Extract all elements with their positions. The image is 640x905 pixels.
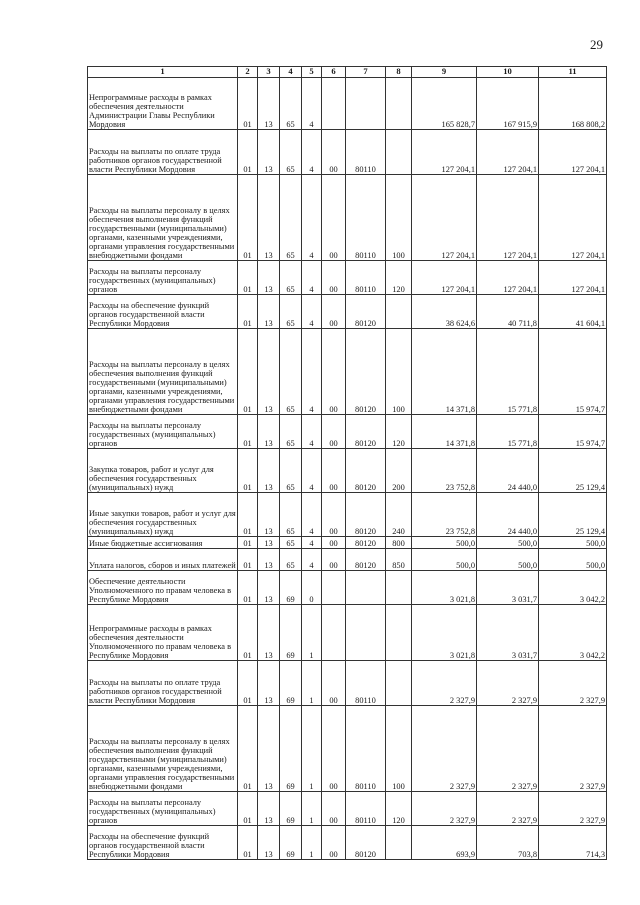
cell-col-8: 120 — [386, 415, 412, 449]
cell-col-4: 65 — [280, 549, 302, 571]
table-row — [88, 605, 607, 661]
cell-col-4: 65 — [280, 537, 302, 549]
cell-col-10: 127 204,1 — [477, 130, 539, 175]
column-header-9: 9 — [412, 67, 477, 78]
cell-col-2: 01 — [238, 175, 258, 261]
cell-col-11: 3 042,2 — [539, 605, 607, 661]
cell-col-2: 01 — [238, 792, 258, 826]
cell-col-8: 200 — [386, 449, 412, 493]
cell-col-7 — [346, 571, 386, 605]
cell-col-2: 01 — [238, 130, 258, 175]
cell-col-3: 13 — [258, 329, 280, 415]
cell-col-4: 69 — [280, 571, 302, 605]
cell-col-7: 80120 — [346, 537, 386, 549]
cell-col-4: 65 — [280, 78, 302, 130]
cell-col-11: 127 204,1 — [539, 261, 607, 295]
cell-col-7: 80110 — [346, 130, 386, 175]
cell-col-5: 4 — [302, 329, 322, 415]
cell-col-9: 127 204,1 — [412, 261, 477, 295]
cell-col-10: 15 771,8 — [477, 329, 539, 415]
table-row — [88, 415, 607, 449]
expense-name-cell: Расходы на выплаты по оплате труда работников органов государственной власти Республики Мордовия — [88, 661, 238, 706]
cell-col-11: 25 129,4 — [539, 449, 607, 493]
cell-col-5: 0 — [302, 571, 322, 605]
table-row — [88, 661, 607, 706]
expense-name-cell: Иные закупки товаров, работ и услуг для обеспечения государственных (муниципальных) нужд — [88, 493, 238, 537]
cell-col-6 — [322, 571, 346, 605]
cell-col-9: 127 204,1 — [412, 175, 477, 261]
cell-col-6 — [322, 605, 346, 661]
cell-col-3: 13 — [258, 261, 280, 295]
cell-col-5: 4 — [302, 415, 322, 449]
table-row — [88, 261, 607, 295]
cell-col-2: 01 — [238, 571, 258, 605]
cell-col-9: 2 327,9 — [412, 661, 477, 706]
cell-col-9: 127 204,1 — [412, 130, 477, 175]
cell-col-11: 15 974,7 — [539, 415, 607, 449]
cell-col-5: 4 — [302, 493, 322, 537]
cell-col-6: 00 — [322, 706, 346, 792]
cell-col-8: 100 — [386, 329, 412, 415]
page-number: 29 — [590, 37, 603, 52]
cell-col-6: 00 — [322, 549, 346, 571]
cell-col-3: 13 — [258, 449, 280, 493]
cell-col-11: 15 974,7 — [539, 329, 607, 415]
cell-col-8 — [386, 826, 412, 860]
table-row — [88, 706, 607, 792]
cell-col-5: 1 — [302, 605, 322, 661]
cell-col-5: 4 — [302, 261, 322, 295]
cell-col-11: 168 808,2 — [539, 78, 607, 130]
column-header-7: 7 — [346, 67, 386, 78]
expense-name-cell: Уплата налогов, сборов и иных платежей — [88, 549, 238, 571]
cell-col-9: 38 624,6 — [412, 295, 477, 329]
cell-col-3: 13 — [258, 549, 280, 571]
cell-col-7: 80120 — [346, 826, 386, 860]
cell-col-4: 65 — [280, 261, 302, 295]
cell-col-4: 69 — [280, 826, 302, 860]
cell-col-5: 4 — [302, 449, 322, 493]
cell-col-3: 13 — [258, 175, 280, 261]
cell-col-2: 01 — [238, 415, 258, 449]
column-header-4: 4 — [280, 67, 302, 78]
cell-col-3: 13 — [258, 493, 280, 537]
expense-name-cell: Расходы на обеспечение функций органов государственной власти Республики Мордовия — [88, 826, 238, 860]
budget-table — [87, 66, 607, 860]
cell-col-6: 00 — [322, 792, 346, 826]
cell-col-11: 2 327,9 — [539, 792, 607, 826]
cell-col-7: 80110 — [346, 792, 386, 826]
cell-col-7 — [346, 78, 386, 130]
expense-name-cell: Непрограммные расходы в рамках обеспечения деятельности Администрации Главы Республики Мордовия — [88, 78, 238, 130]
cell-col-7: 80120 — [346, 493, 386, 537]
cell-col-9: 14 371,8 — [412, 415, 477, 449]
table-row — [88, 329, 607, 415]
expense-name-cell: Иные бюджетные ассигнования — [88, 537, 238, 549]
cell-col-5: 4 — [302, 537, 322, 549]
cell-col-7: 80110 — [346, 175, 386, 261]
cell-col-4: 65 — [280, 295, 302, 329]
cell-col-7: 80110 — [346, 706, 386, 792]
cell-col-10: 3 031,7 — [477, 571, 539, 605]
cell-col-11: 2 327,9 — [539, 661, 607, 706]
cell-col-8 — [386, 295, 412, 329]
cell-col-3: 13 — [258, 605, 280, 661]
cell-col-6: 00 — [322, 175, 346, 261]
expense-name-cell: Непрограммные расходы в рамках обеспечения деятельности Уполномоченного по правам человека в Республике Мордовия — [88, 605, 238, 661]
cell-col-10: 2 327,9 — [477, 792, 539, 826]
cell-col-2: 01 — [238, 329, 258, 415]
cell-col-5: 1 — [302, 661, 322, 706]
cell-col-4: 65 — [280, 175, 302, 261]
cell-col-4: 65 — [280, 415, 302, 449]
cell-col-5: 4 — [302, 175, 322, 261]
cell-col-6: 00 — [322, 537, 346, 549]
cell-col-3: 13 — [258, 571, 280, 605]
cell-col-9: 165 828,7 — [412, 78, 477, 130]
cell-col-11: 41 604,1 — [539, 295, 607, 329]
cell-col-8 — [386, 130, 412, 175]
cell-col-11: 2 327,9 — [539, 706, 607, 792]
cell-col-2: 01 — [238, 78, 258, 130]
cell-col-8: 120 — [386, 792, 412, 826]
expense-name-cell: Расходы на выплаты персоналу государственных (муниципальных) органов — [88, 792, 238, 826]
column-header-5: 5 — [302, 67, 322, 78]
cell-col-3: 13 — [258, 826, 280, 860]
expense-name-cell: Расходы на выплаты персоналу в целях обеспечения выполнения функций государственными (муниципальными) органами, казенными учреждениями, органами управления государственными внебюджетными фондами — [88, 175, 238, 261]
expense-name-cell: Расходы на обеспечение функций органов государственной власти Республики Мордовия — [88, 295, 238, 329]
cell-col-6 — [322, 78, 346, 130]
column-header-6: 6 — [322, 67, 346, 78]
table-row — [88, 175, 607, 261]
cell-col-9: 2 327,9 — [412, 706, 477, 792]
table-row — [88, 449, 607, 493]
table-row — [88, 295, 607, 329]
table-row — [88, 549, 607, 571]
cell-col-6: 00 — [322, 449, 346, 493]
cell-col-9: 500,0 — [412, 537, 477, 549]
table-row — [88, 78, 607, 130]
cell-col-6: 00 — [322, 329, 346, 415]
cell-col-10: 3 031,7 — [477, 605, 539, 661]
cell-col-7: 80120 — [346, 549, 386, 571]
cell-col-2: 01 — [238, 493, 258, 537]
expense-name-cell: Расходы на выплаты персоналу в целях обеспечения выполнения функций государственными (муниципальными) органами, казенными учреждениями, органами управления государственными внебюджетными фондами — [88, 706, 238, 792]
cell-col-3: 13 — [258, 706, 280, 792]
column-header-11: 11 — [539, 67, 607, 78]
cell-col-11: 127 204,1 — [539, 175, 607, 261]
cell-col-10: 500,0 — [477, 537, 539, 549]
cell-col-8 — [386, 661, 412, 706]
cell-col-5: 4 — [302, 78, 322, 130]
expense-name-cell: Обеспечение деятельности Уполномоченного по правам человека в Республике Мордовия — [88, 571, 238, 605]
table-row — [88, 493, 607, 537]
column-header-2: 2 — [238, 67, 258, 78]
cell-col-9: 3 021,8 — [412, 605, 477, 661]
table-row — [88, 130, 607, 175]
cell-col-3: 13 — [258, 792, 280, 826]
cell-col-6: 00 — [322, 661, 346, 706]
cell-col-10: 500,0 — [477, 549, 539, 571]
table-row — [88, 826, 607, 860]
cell-col-8: 120 — [386, 261, 412, 295]
cell-col-5: 4 — [302, 295, 322, 329]
column-header-3: 3 — [258, 67, 280, 78]
cell-col-9: 693,9 — [412, 826, 477, 860]
cell-col-2: 01 — [238, 661, 258, 706]
table-row — [88, 537, 607, 549]
cell-col-11: 500,0 — [539, 549, 607, 571]
cell-col-5: 4 — [302, 130, 322, 175]
column-header-8: 8 — [386, 67, 412, 78]
cell-col-9: 23 752,8 — [412, 493, 477, 537]
cell-col-11: 3 042,2 — [539, 571, 607, 605]
cell-col-3: 13 — [258, 295, 280, 329]
cell-col-11: 127 204,1 — [539, 130, 607, 175]
cell-col-6: 00 — [322, 415, 346, 449]
cell-col-6: 00 — [322, 826, 346, 860]
cell-col-10: 2 327,9 — [477, 661, 539, 706]
expense-name-cell: Расходы на выплаты персоналу в целях обеспечения выполнения функций государственными (муниципальными) органами, казенными учреждениями, органами управления государственными внебюджетными фондами — [88, 329, 238, 415]
cell-col-11: 714,3 — [539, 826, 607, 860]
expense-name-cell: Расходы на выплаты персоналу государственных (муниципальных) органов — [88, 415, 238, 449]
cell-col-3: 13 — [258, 415, 280, 449]
cell-col-8: 850 — [386, 549, 412, 571]
cell-col-7: 80110 — [346, 261, 386, 295]
cell-col-6: 00 — [322, 130, 346, 175]
cell-col-8: 100 — [386, 706, 412, 792]
cell-col-2: 01 — [238, 549, 258, 571]
cell-col-10: 24 440,0 — [477, 493, 539, 537]
cell-col-9: 14 371,8 — [412, 329, 477, 415]
cell-col-7: 80120 — [346, 449, 386, 493]
cell-col-2: 01 — [238, 826, 258, 860]
column-header-10: 10 — [477, 67, 539, 78]
cell-col-10: 40 711,8 — [477, 295, 539, 329]
table-row — [88, 571, 607, 605]
cell-col-8: 100 — [386, 175, 412, 261]
cell-col-2: 01 — [238, 537, 258, 549]
cell-col-6: 00 — [322, 493, 346, 537]
cell-col-6: 00 — [322, 261, 346, 295]
cell-col-11: 25 129,4 — [539, 493, 607, 537]
cell-col-9: 23 752,8 — [412, 449, 477, 493]
cell-col-7: 80120 — [346, 415, 386, 449]
cell-col-2: 01 — [238, 449, 258, 493]
cell-col-10: 127 204,1 — [477, 175, 539, 261]
column-header-1: 1 — [88, 67, 238, 78]
expense-name-cell: Закупка товаров, работ и услуг для обеспечения государственных (муниципальных) нужд — [88, 449, 238, 493]
cell-col-4: 65 — [280, 130, 302, 175]
cell-col-5: 1 — [302, 706, 322, 792]
cell-col-2: 01 — [238, 706, 258, 792]
cell-col-5: 4 — [302, 549, 322, 571]
table-body — [88, 78, 607, 860]
cell-col-4: 69 — [280, 706, 302, 792]
cell-col-4: 65 — [280, 329, 302, 415]
cell-col-9: 500,0 — [412, 549, 477, 571]
cell-col-2: 01 — [238, 295, 258, 329]
cell-col-4: 65 — [280, 449, 302, 493]
cell-col-8 — [386, 605, 412, 661]
cell-col-7: 80110 — [346, 661, 386, 706]
cell-col-8 — [386, 571, 412, 605]
cell-col-10: 15 771,8 — [477, 415, 539, 449]
cell-col-7 — [346, 605, 386, 661]
cell-col-5: 1 — [302, 792, 322, 826]
cell-col-3: 13 — [258, 537, 280, 549]
cell-col-4: 69 — [280, 661, 302, 706]
cell-col-4: 69 — [280, 605, 302, 661]
cell-col-8: 800 — [386, 537, 412, 549]
cell-col-9: 3 021,8 — [412, 571, 477, 605]
cell-col-4: 69 — [280, 792, 302, 826]
cell-col-5: 1 — [302, 826, 322, 860]
expense-name-cell: Расходы на выплаты персоналу государственных (муниципальных) органов — [88, 261, 238, 295]
table-header-row — [88, 67, 607, 78]
cell-col-10: 127 204,1 — [477, 261, 539, 295]
cell-col-9: 2 327,9 — [412, 792, 477, 826]
cell-col-8: 240 — [386, 493, 412, 537]
cell-col-10: 2 327,9 — [477, 706, 539, 792]
cell-col-4: 65 — [280, 493, 302, 537]
expense-name-cell: Расходы на выплаты по оплате труда работников органов государственной власти Республики Мордовия — [88, 130, 238, 175]
cell-col-10: 167 915,9 — [477, 78, 539, 130]
cell-col-10: 703,8 — [477, 826, 539, 860]
cell-col-7: 80120 — [346, 329, 386, 415]
cell-col-3: 13 — [258, 78, 280, 130]
cell-col-2: 01 — [238, 261, 258, 295]
cell-col-6: 00 — [322, 295, 346, 329]
cell-col-2: 01 — [238, 605, 258, 661]
cell-col-8 — [386, 78, 412, 130]
cell-col-10: 24 440,0 — [477, 449, 539, 493]
table-row — [88, 792, 607, 826]
cell-col-11: 500,0 — [539, 537, 607, 549]
cell-col-7: 80120 — [346, 295, 386, 329]
cell-col-3: 13 — [258, 661, 280, 706]
cell-col-3: 13 — [258, 130, 280, 175]
